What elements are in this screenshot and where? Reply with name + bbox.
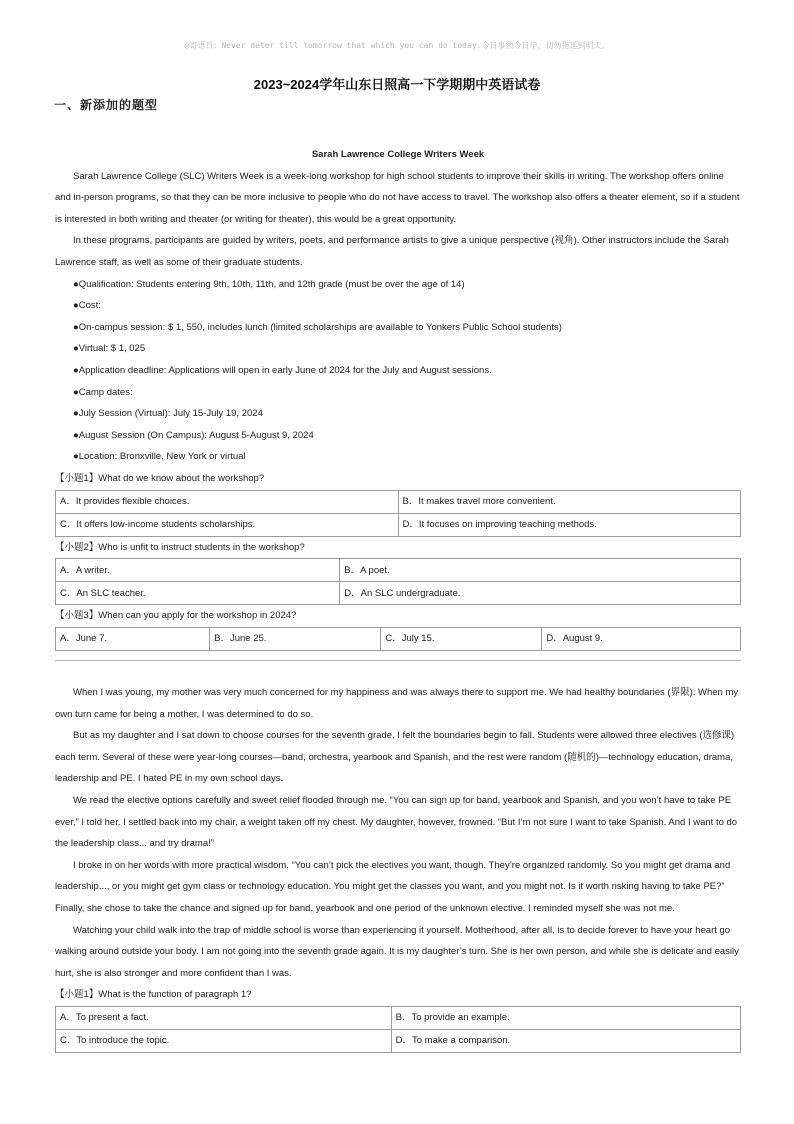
passage-1-title: Sarah Lawrence College Writers Week — [311, 149, 485, 160]
bullet-item: ●On-campus session: $ 1, 550, includes lunch (limited scholarships are available to Yonkers Public School students) — [73, 321, 562, 333]
paragraph: In these programs, participants are guided by writers, poets, and performance artists to give a unique perspective (视角). Other instructors include the Sarah Lawrence staff, as well as some of their graduate students. — [55, 235, 729, 268]
option-d[interactable]: D．It focuses on improving teaching methods. — [398, 513, 741, 536]
option-d[interactable]: D．August 9. — [542, 627, 741, 650]
section-title: 一、新添加的题型 — [54, 98, 159, 112]
paragraph: Watching your child walk into the trap of middle school is worse than experiencing it yourself. Motherhood, after all, is to decide forever to have your heart go walking around outside your body. I am not going into the seventh grade again. It is my daughter’s turn. She is her own person, and while she is delicate and easily hurt, she is also stronger and more confident than I was. — [55, 924, 739, 979]
paragraph: I broke in on her words with more practical wisdom. “You can’t pick the electives you want, though. They’re organized randomly. So you might get drama and leadership..., or you might get gym class or technology education. You might get the classes you want, and you might not. Is it worth risking having to take PE?” Finally, she chose to take the chance and signed up for band, yearbook and one period of the unknown elective. I reminded myself she was not me. — [55, 859, 731, 914]
option-a[interactable]: A．To present a fact. — [56, 1006, 392, 1029]
option-b[interactable]: B．June 25. — [210, 627, 381, 650]
option-a[interactable]: A．June 7. — [56, 627, 210, 650]
question-stem: 【小题3】When can you apply for the workshop in 2024? — [55, 610, 297, 622]
document-title: 2023~2024学年山东日照高一下学期期中英语试卷 — [253, 77, 541, 92]
paragraph: When I was young, my mother was very much concerned for my happiness and was always there to support me. We had healthy boundaries (界限). When my own turn came for being a mother, I was determined to do so. — [55, 687, 739, 720]
option-b[interactable]: B．To provide an example. — [391, 1006, 740, 1029]
option-a[interactable]: A．It provides flexible choices. — [56, 490, 399, 513]
passage-1 — [55, 144, 741, 651]
option-b[interactable]: B．A poet. — [340, 559, 741, 582]
passage-2 — [55, 682, 741, 1053]
option-c[interactable]: C．To introduce the topic. — [56, 1029, 392, 1052]
divider — [55, 660, 741, 661]
bullet-item: ●Application deadline: Applications will open in early June of 2024 for the July and August sessions. — [73, 364, 492, 376]
bullet-item: ●Virtual: $ 1, 025 — [73, 343, 146, 355]
option-c[interactable]: C．It offers low-income students scholarships. — [56, 513, 399, 536]
motto-header: ◎寄语日：Never deter till tomorrow that which you can do today.今日事须今日毕，切勿拖延到明天。 — [184, 41, 610, 50]
bullet-item: ●Location: Bronxville, New York or virtual — [73, 451, 246, 463]
options-table — [55, 558, 741, 605]
option-a[interactable]: A．A writer. — [56, 559, 340, 582]
paragraph: We read the elective options carefully and sweet relief flooded through me. “You can sign up for band, yearbook and Spanish, and you won’t have to take PE ever,” I told her. I settled back into my chair, a weight taken off my chest. My daughter, however, frowned. “But I’m not sure I want to take Spanish. And I want to do the leadership class... and try drama!” — [55, 794, 738, 850]
options-table — [55, 627, 741, 651]
paragraph: Sarah Lawrence College (SLC) Writers Week is a week-long workshop for high school students to improve their skills in writing. The workshop offers online and in-person programs, so that they can be more inclusive to people who do not have access to travel. The workshop also offers a theater element, so if a student is interested in both writing and theater (or writing for theater), this would be a great opportunity. — [55, 170, 740, 225]
option-c[interactable]: C．July 15. — [381, 627, 542, 650]
options-table — [55, 1006, 741, 1053]
bullet-item: ●Qualification: Students entering 9th, 10th, 11th, and 12th grade (must be over the age of 14) — [73, 278, 465, 290]
bullet-item: ●August Session (On Campus): August 5-August 9, 2024 — [73, 429, 314, 441]
question-stem: 【小题2】Who is unfit to instruct students in the workshop? — [55, 541, 305, 553]
option-c[interactable]: C．An SLC teacher. — [56, 582, 340, 605]
option-d[interactable]: D．An SLC undergraduate. — [340, 582, 741, 605]
question-stem: 【小题1】What is the function of paragraph 1? — [55, 989, 252, 1001]
option-b[interactable]: B．It makes travel more convenient. — [398, 490, 741, 513]
question-stem: 【小题1】What do we know about the workshop? — [55, 472, 265, 484]
option-d[interactable]: D．To make a comparison. — [391, 1029, 740, 1052]
bullet-item: ●Cost: — [73, 300, 101, 312]
bullet-item: ●July Session (Virtual): July 15-July 19, 2024 — [73, 408, 263, 420]
options-table — [55, 490, 741, 537]
bullet-item: ●Camp dates: — [73, 386, 133, 398]
paragraph: But as my daughter and I sat down to choose courses for the seventh grade, I felt the boundaries begin to fall. Students were allowed three electives (选修课) each term. Several of these were year-long courses—band, orchestra, yearbook and Spanish, and the rest were random (随机的)—technology education, drama, leadership and PE. I hated PE in my own school days. — [55, 730, 735, 785]
